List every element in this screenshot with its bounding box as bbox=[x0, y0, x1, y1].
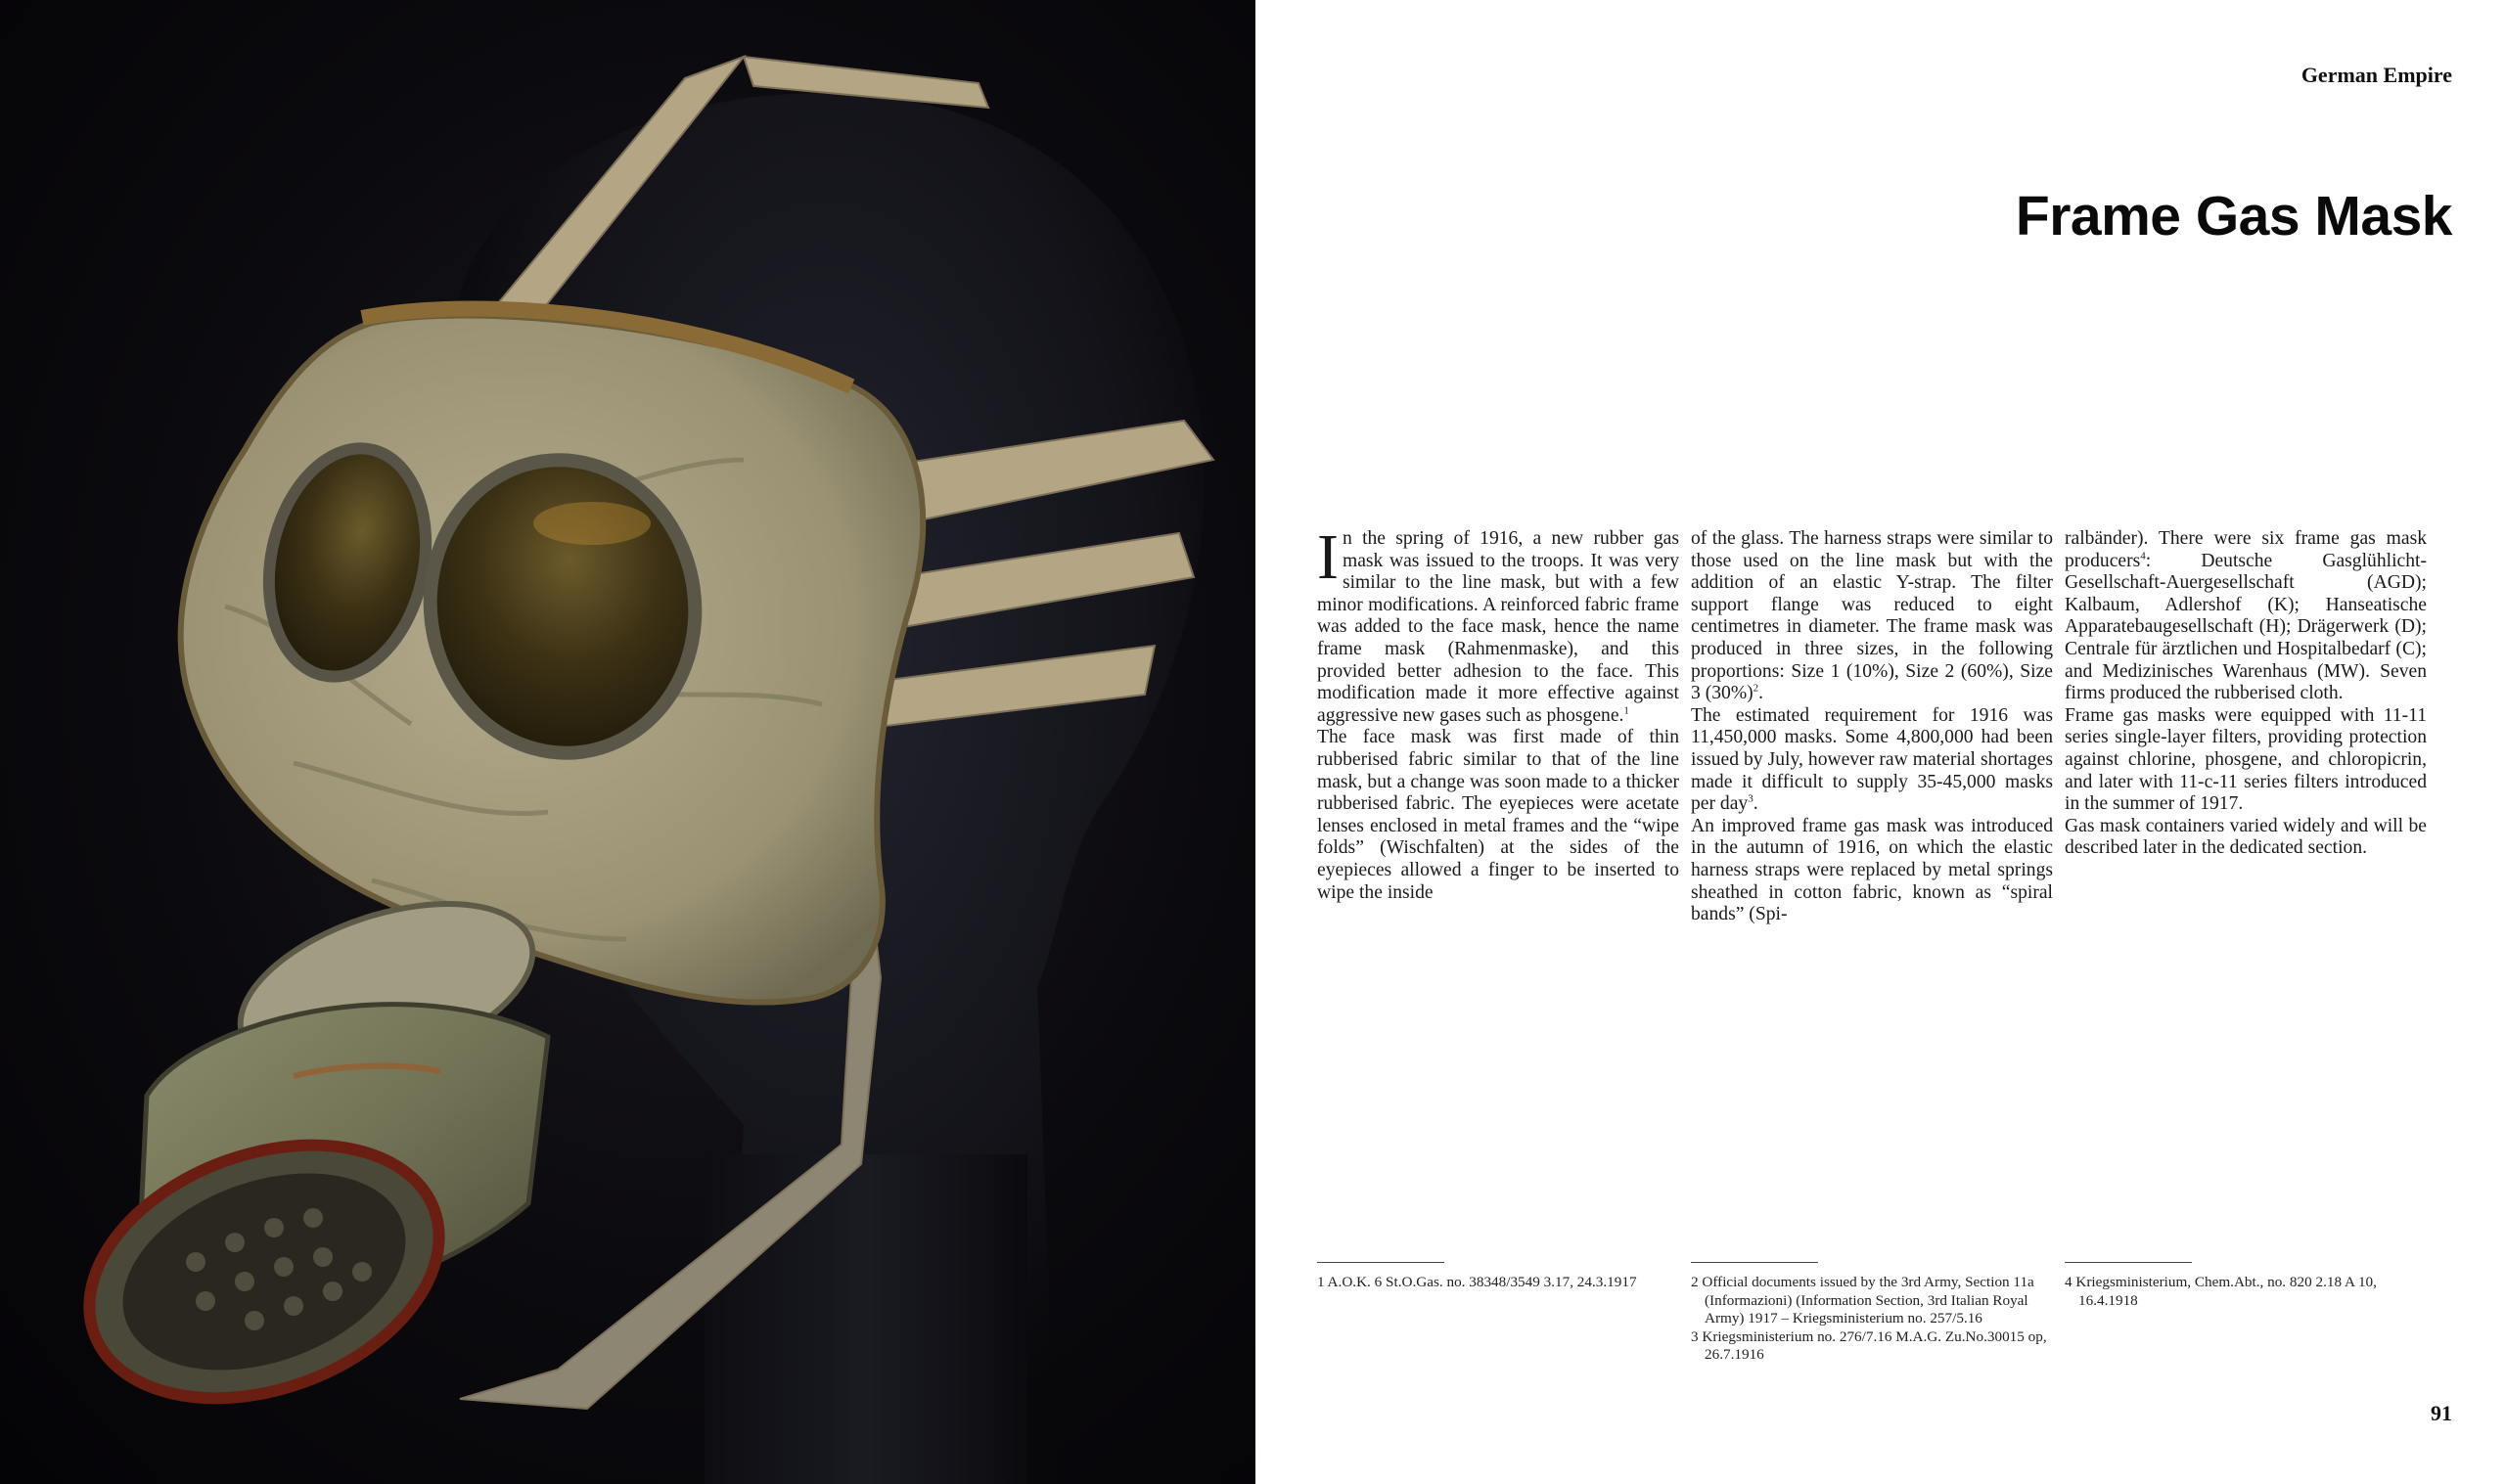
paragraph-text: : Deutsche Gasglühlicht-Gesellschaft-Auergesellschaft (AGD); Kalbaum, Adlershof (K); Hanseatische Apparatebaugesellschaft (H); Drägerwerk (D); Centrale für ärztlichen und Hospitalbedarf (C); and Medizinisches Warenhaus (MW). Seven firms produced the rubberised cloth. bbox=[2065, 550, 2427, 704]
paragraph: The estimated requirement for 1916 was 11,450,000 masks. Some 4,800,000 had been issued by July, however raw material shortages made it difficult to supply 35-45,000 masks per day$^3$. bbox=[1691, 704, 2053, 815]
paragraph-text: ralbänder). There were six frame gas mask producers bbox=[2065, 528, 2427, 571]
filter-canister bbox=[54, 872, 553, 1444]
footnote-rule bbox=[1317, 1262, 1444, 1263]
paragraph: An improved frame gas mask was introduced in the autumn of 1916, on which the elastic harness straps were replaced by metal springs sheathed in cotton fabric, known as “spiral bands” (Spi- bbox=[1691, 815, 2053, 925]
footnote-ref: 4 bbox=[2140, 550, 2146, 562]
footnote-rule bbox=[2065, 1262, 2192, 1263]
footnote: 4 Kriegsministerium, Chem.Abt., no. 820 2.18 A 10, 16.4.1918 bbox=[2065, 1274, 2377, 1309]
footnote-rule bbox=[1691, 1262, 1818, 1263]
paragraph: The face mask was first made of thin rubberised fabric similar to that of the line mask, but a change was soon made to a thicker rubberised fabric. The eyepieces were acetate lenses enclosed in metal frames and the “wipe folds” (Wischfalten) at the sides of the eyepieces allowed a finger to be inserted to wipe the inside bbox=[1317, 727, 1679, 903]
text-column-1 bbox=[1317, 521, 1679, 904]
footnotes-column-3 bbox=[2065, 1274, 2429, 1310]
text-column-2 bbox=[1691, 528, 2053, 926]
footnotes-column-1 bbox=[1317, 1274, 1681, 1292]
paragraph: of the glass. The harness straps were similar to those used on the line mask but with the addition of an elastic Y-strap. The filter support flange was reduced to eight centimetres in diameter. The frame mask was produced in three sizes, in the following proportions: Size 1 (10%), Size 2 (60%), Size 3 $(30\%)^2$. bbox=[1691, 528, 2053, 704]
footnote-ref: 2 bbox=[1753, 682, 1759, 695]
text-column-3 bbox=[2065, 528, 2427, 860]
paragraph: Frame gas masks were equipped with 11-11 series single-layer filters, providing protection against chlorine, phosgene, and chloropicrin, and later with 11-c-11 series filters introduced in the summer of 1917. bbox=[2065, 704, 2427, 815]
running-head: German Empire bbox=[2300, 63, 2452, 87]
paragraph-text: n the spring of 1916, a new rubber gas mask was issued to the troops. It was very similar to the line mask, but with a few minor modifications. A reinforced fabric frame was added to the face mask, hence the name frame mask (Rahmenmaske), and this provided better adhesion to the face. This modification made it more effective against aggressive new gases such as phosgene. bbox=[1317, 528, 1679, 726]
footnote: 2 Official documents issued by the 3rd Army, Section 11a (Informazioni) (Information Section, 3rd Italian Royal Army) 1917 – Kriegsministerium no. 257/5.16 bbox=[1691, 1274, 2034, 1327]
paragraph-text: The estimated requirement for 1916 was 11,450,000 masks. Some 4,800,000 had been issued by July, however raw material shortages made it difficult to supply 35-45,000 masks per day bbox=[1691, 704, 2053, 815]
page-number: 91 bbox=[2431, 1401, 2452, 1425]
paragraph bbox=[2065, 528, 2427, 705]
footnotes-column-2 bbox=[1691, 1274, 2055, 1365]
drop-cap: I bbox=[1317, 521, 1339, 593]
footnote-ref: 1 bbox=[1623, 704, 1629, 717]
footnote: 1 A.O.K. 6 St.O.Gas. no. 38348/3549 3.17, 24.3.1917 bbox=[1317, 1274, 1637, 1290]
footnote: 3 Kriegsministerium no. 276/7.16 M.A.G. Zu.No.30015 op, 26.7.1916 bbox=[1691, 1327, 2047, 1363]
paragraph-text: of the glass. The harness straps were similar to those used on the line mask but with the addition of an elastic Y-strap. The filter support flange was reduced to eight centimetres in diameter. The frame mask was produced in three sizes, in the following proportions: Size 1 (10%), Size 2 (60%), Size 3 (30%) bbox=[1691, 528, 2053, 704]
page-title: Frame Gas Mask bbox=[2015, 185, 2452, 247]
footnote-ref: 3 bbox=[1748, 792, 1754, 805]
text-page bbox=[1255, 0, 2505, 1484]
paragraph bbox=[1317, 521, 1679, 727]
paragraph: Gas mask containers varied widely and will be described later in the dedicated section. bbox=[2065, 815, 2427, 859]
